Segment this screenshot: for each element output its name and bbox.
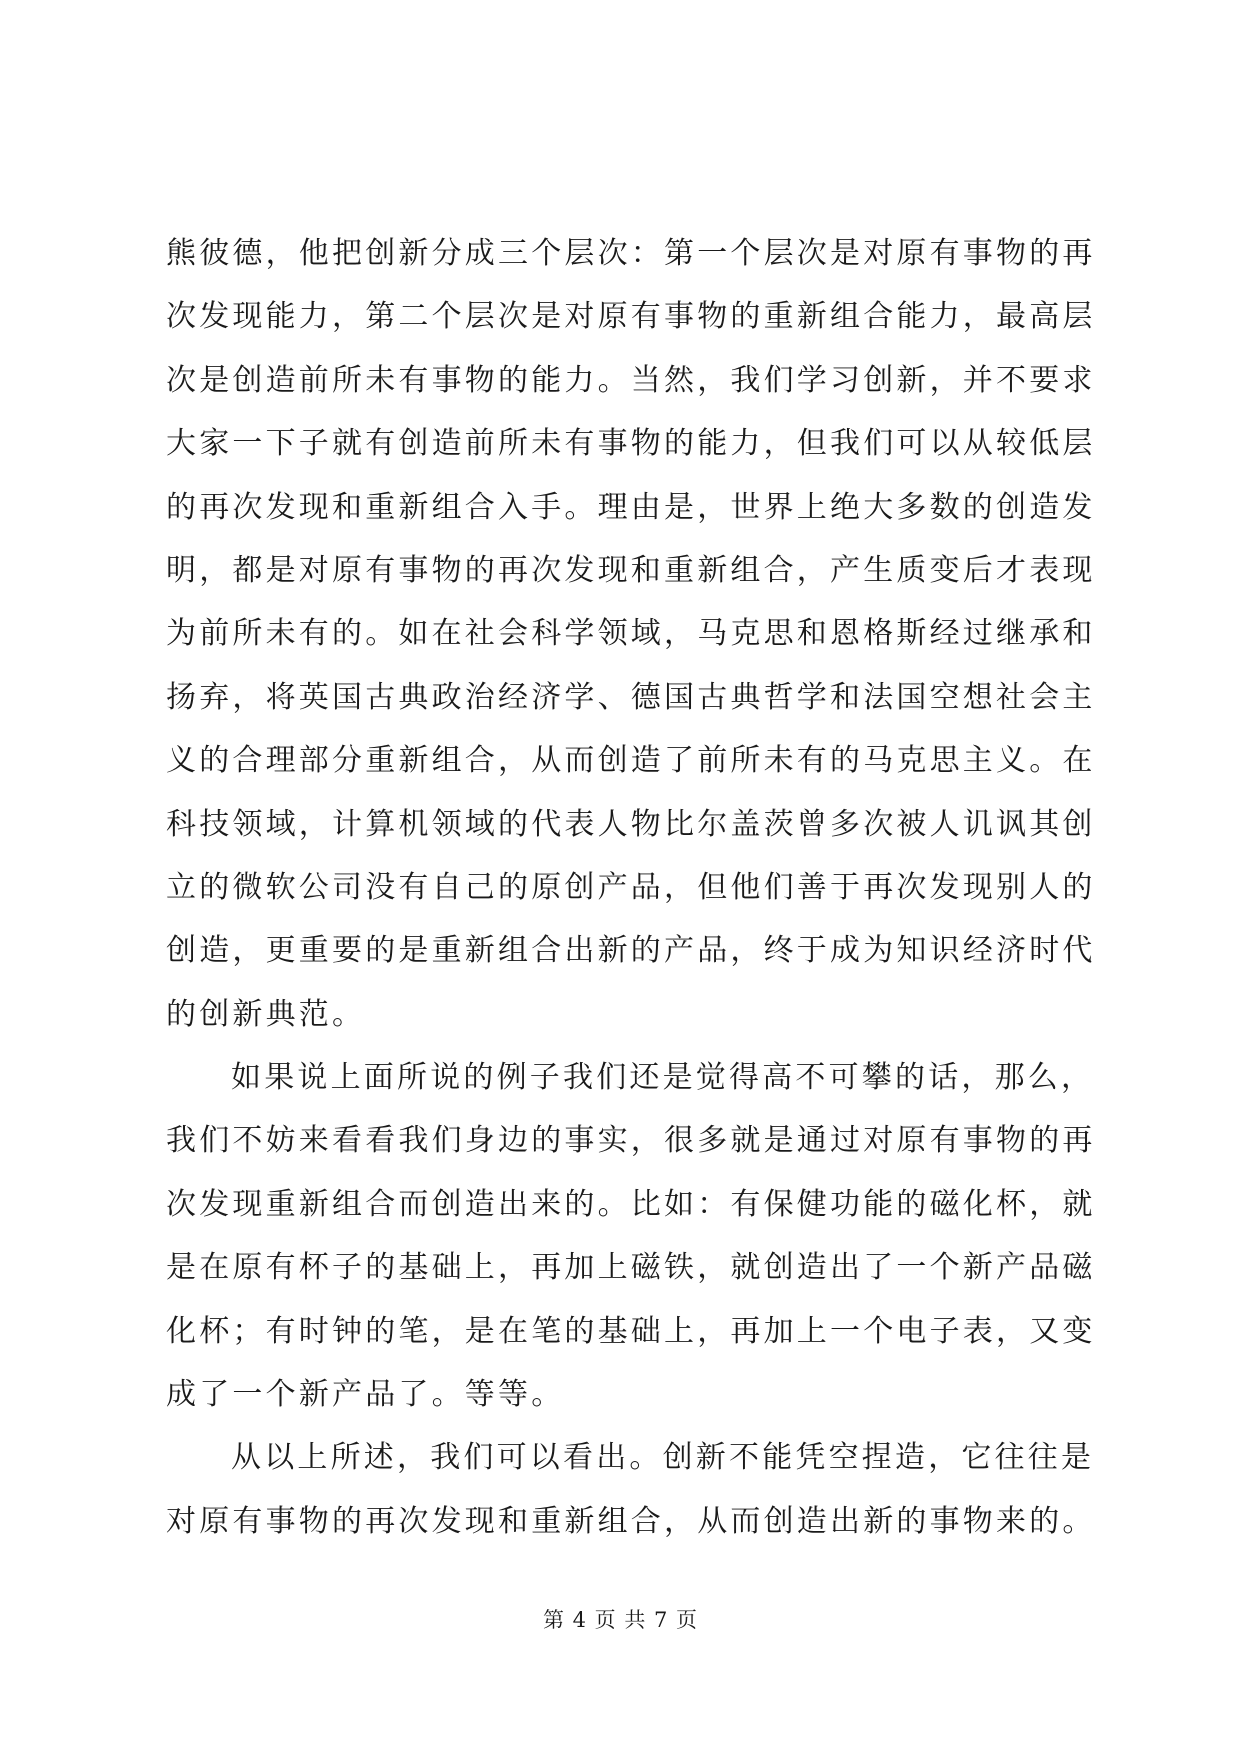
text-line: 为前所未有的。如在社会科学领域，马克思和恩格斯经过继承和 [166,616,1096,652]
text-line: 的创新典范。 [166,996,366,1032]
text-line: 是在原有杯子的基础上，再加上磁铁，就创造出了一个新产品磁 [166,1250,1096,1286]
text-line: 立的微软公司没有自己的原创产品，但他们善于再次发现别人的 [166,869,1096,905]
text-line: 从以上所述，我们可以看出。创新不能凭空捏造，它往往是 [231,1440,1095,1476]
paragraph-3 [166,1426,1096,1553]
text-line: 成了一个新产品了。等等。 [166,1377,565,1413]
text-line: 创造，更重要的是重新组合出新的产品，终于成为知识经济时代 [166,933,1096,969]
text-line: 次发现重新组合而创造出来的。比如：有保健功能的磁化杯，就 [166,1186,1096,1222]
text-line: 大家一下子就有创造前所未有事物的能力，但我们可以从较低层 [166,426,1096,462]
paragraph-1 [166,222,1096,1046]
text-line: 科技领域，计算机领域的代表人物比尔盖茨曾多次被人讥讽其创 [166,806,1096,842]
text-line: 如果说上面所说的例子我们还是觉得高不可攀的话，那么， [231,1060,1095,1096]
text-line: 我们不妨来看看我们身边的事实，很多就是通过对原有事物的再 [166,1123,1096,1159]
text-line: 化杯；有时钟的笔，是在笔的基础上，再加上一个电子表，又变 [166,1313,1096,1349]
text-line: 对原有事物的再次发现和重新组合，从而创造出新的事物来的。 [166,1503,1096,1539]
text-line: 熊彼德，他把创新分成三个层次：第一个层次是对原有事物的再 [166,236,1096,271]
text-line: 明，都是对原有事物的再次发现和重新组合，产生质变后才表现 [166,552,1096,588]
text-line: 次发现能力，第二个层次是对原有事物的重新组合能力，最高层 [166,299,1096,335]
body-text [166,222,1096,1553]
text-line: 扬弃，将英国古典政治经济学、德国古典哲学和法国空想社会主 [166,679,1096,715]
text-line: 的再次发现和重新组合入手。理由是，世界上绝大多数的创造发 [166,489,1096,525]
page-number-footer: 第 4 页 共 7 页 [542,1608,699,1632]
text-line: 次是创造前所未有事物的能力。当然，我们学习创新，并不要求 [166,362,1096,398]
text-line: 义的合理部分重新组合，从而创造了前所未有的马克思主义。在 [166,743,1096,779]
paragraph-2 [166,1046,1096,1426]
